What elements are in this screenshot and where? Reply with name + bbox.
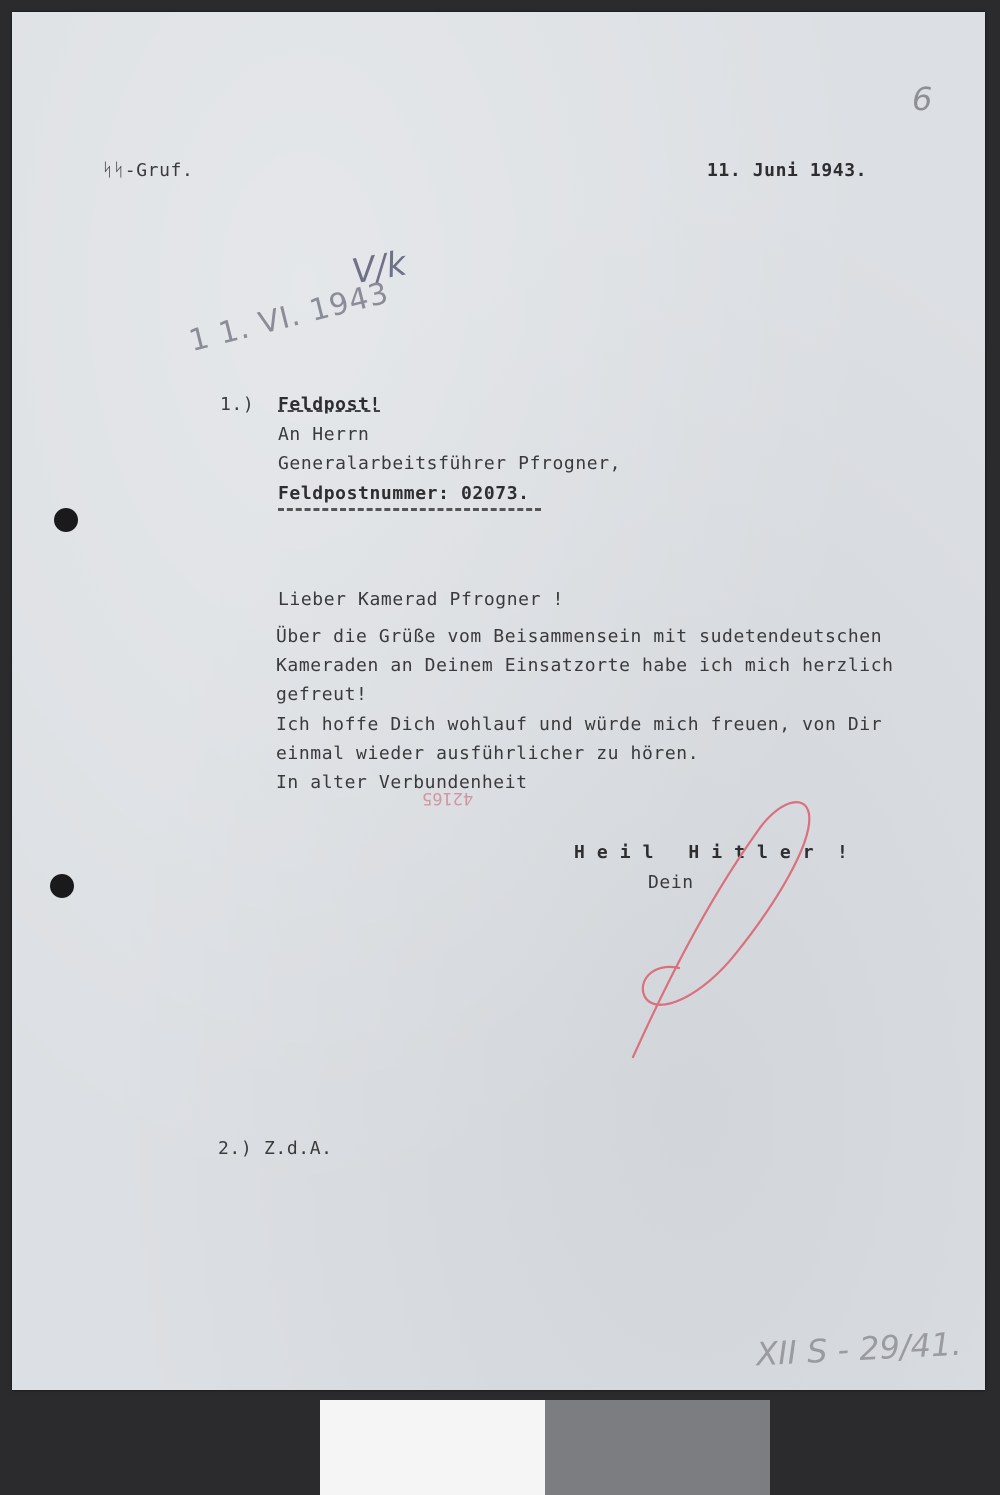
address-title-name: Generalarbeitsführer Pfrogner, [278,453,622,474]
body-line-4: Ich hoffe Dich wohlauf und würde mich freuen, von Dir [276,714,883,735]
body-line-2: Kameraden an Deinem Einsatzorte habe ich mich herzlich [276,655,894,676]
closing-greeting: H e i l H i t l e r ! [574,842,849,863]
received-stamp-date: 1 1. VI. 1943 [185,275,393,359]
address-feldpost: Feldpost! [278,394,381,415]
item-2-marker: 2.) [218,1138,253,1159]
item-2-text: Z.d.A. [264,1138,333,1159]
item-1-marker: 1.) [220,394,255,415]
received-stamp-initials: V/k [348,243,410,293]
archive-reference-mark: XII S - 29/41. [755,1324,963,1374]
color-calibration-white [320,1400,545,1495]
letter-date: 11. Juni 1943. [707,160,868,181]
document-page [12,12,985,1390]
red-stamp-number: 42165 [422,788,474,808]
body-line-5: einmal wieder ausführlicher zu hören. [276,743,700,764]
punch-hole-lower [50,874,74,898]
red-signature [627,792,827,1072]
address-underline [278,508,541,511]
body-line-6: In alter Verbundenheit [276,772,528,793]
address-feldpostnummer: Feldpostnummer: 02073. [278,483,530,504]
sender-abbreviation: ᛋᛋ-Gruf. [102,160,194,181]
address-recipient-line: An Herrn [278,424,370,445]
body-line-1: Über die Grüße vom Beisammensein mit sudetendeutschen [276,626,883,647]
salutation: Lieber Kamerad Pfrogner ! [278,589,564,610]
signature-stroke [633,802,809,1057]
body-line-3: gefreut! [276,684,368,705]
punch-hole-upper [54,508,78,532]
color-calibration-gray [545,1400,770,1495]
closing-dein: Dein [648,872,694,893]
page-number-mark: 6 [912,80,933,118]
